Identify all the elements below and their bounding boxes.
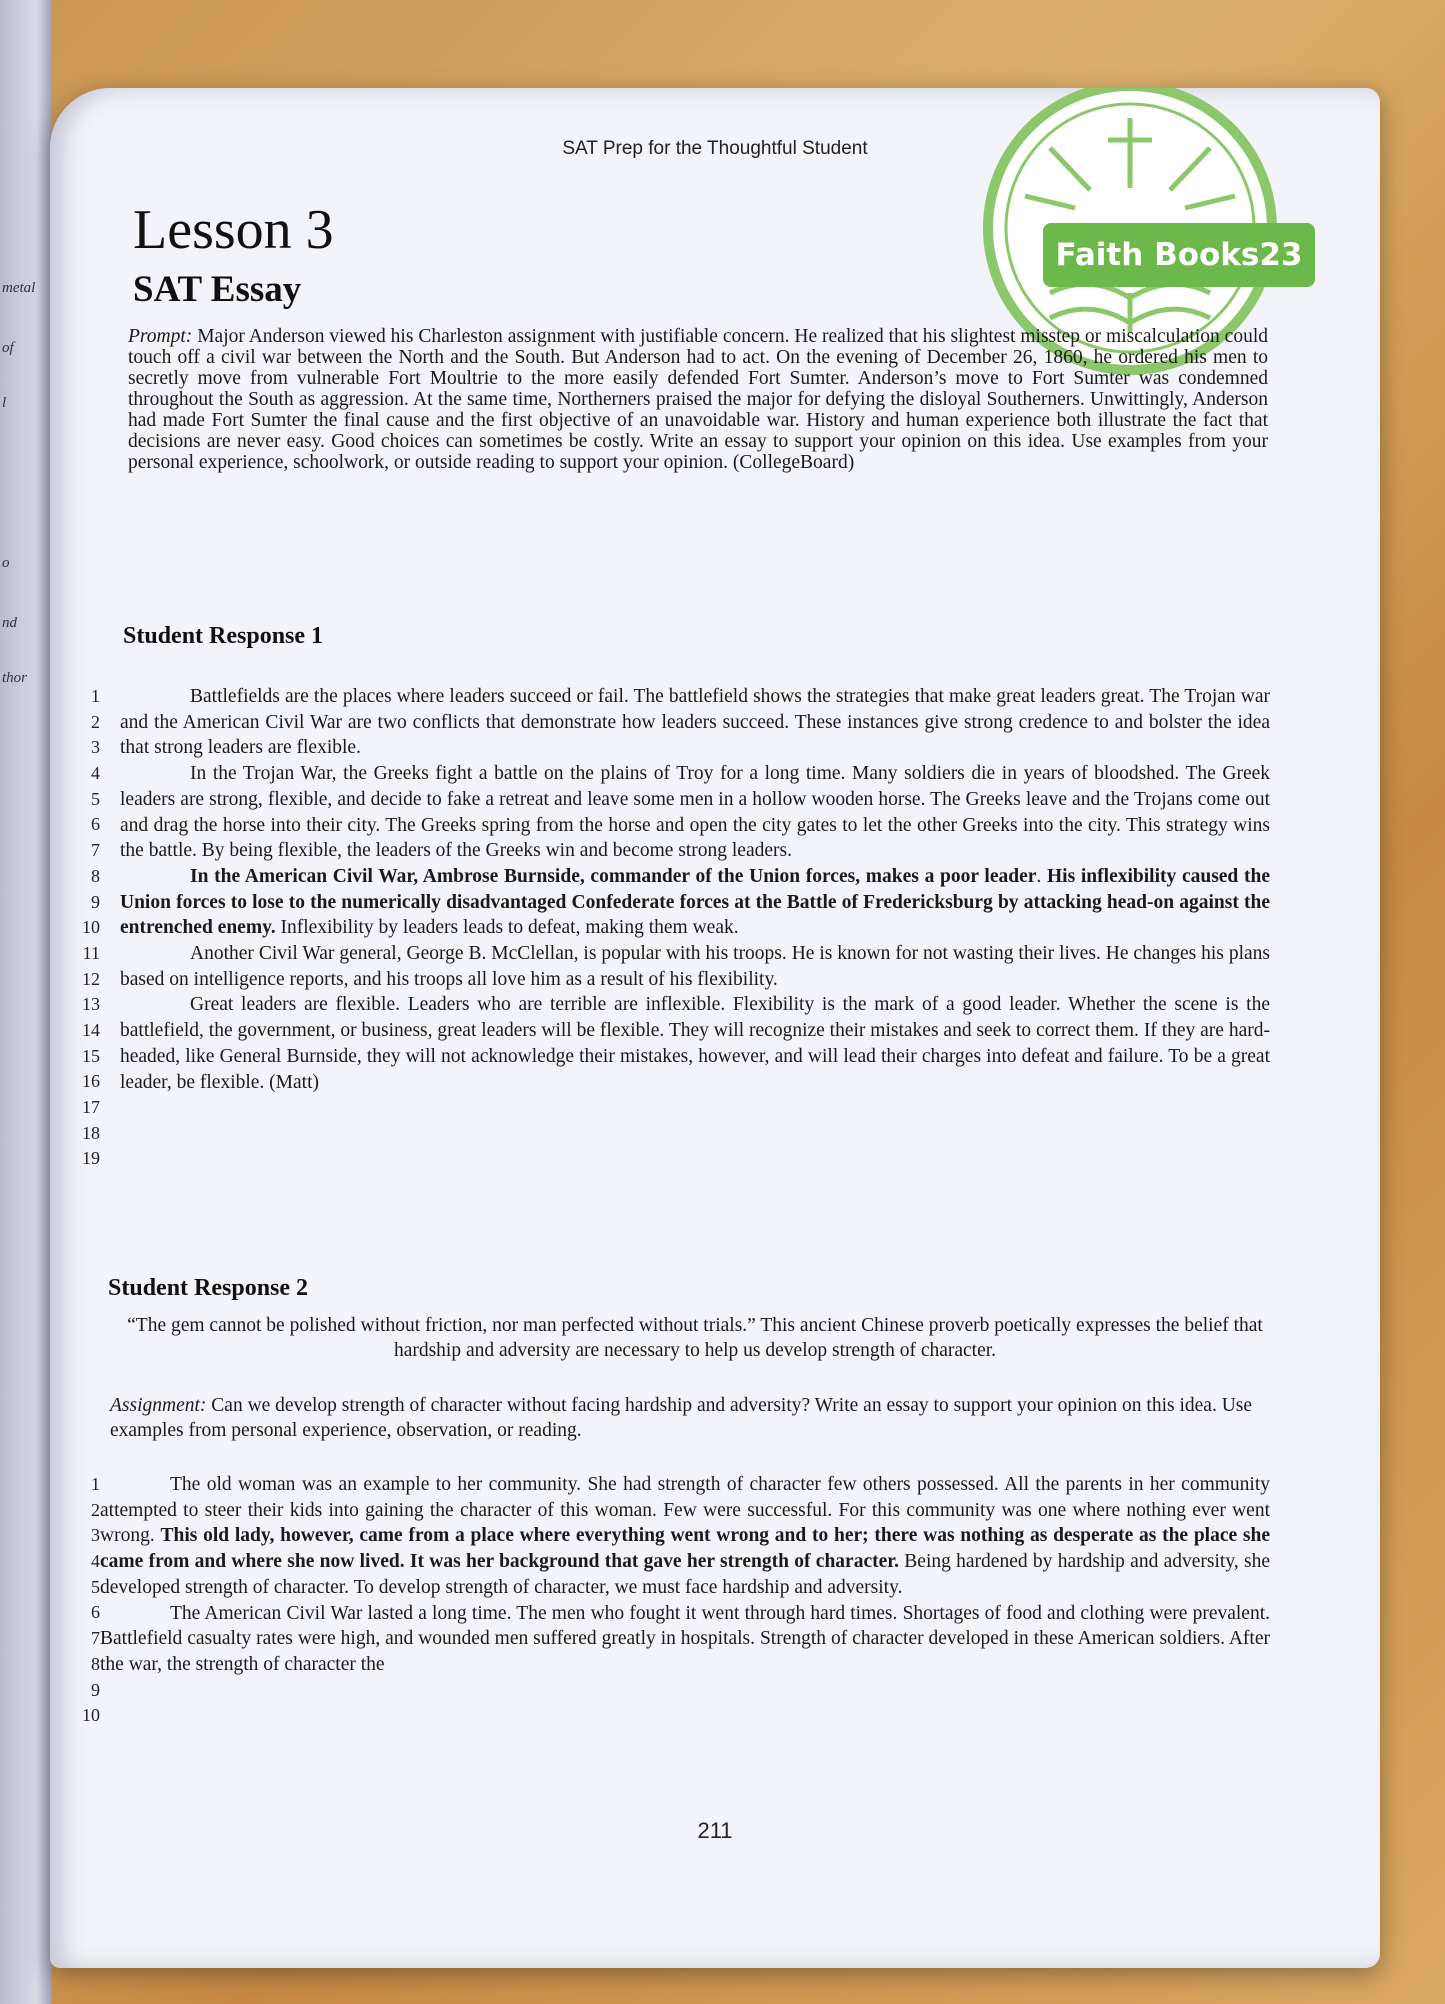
proverb-quote: “The gem cannot be polished without friction, nor man perfected without trials.” This ancient Chinese proverb poetically expresses the belief that hardship and adversity are necessary to help us develop strength of character. [127, 1315, 1263, 1361]
line-number: 15 [82, 1045, 100, 1066]
line-number: 2 [91, 1499, 100, 1520]
response1-paragraph: Battlefields are the places where leaders succeed or fail. The battlefield shows the strategies that make great leaders great. The Trojan war and the American Civil War are two conflicts that demonstrate how leaders succeed. These instances give strong credence to and bolster the idea that strong leaders are flexible. [120, 686, 1270, 759]
line-number: 13 [82, 994, 100, 1015]
line-number: 3 [91, 1525, 100, 1546]
line-number: 11 [82, 942, 100, 963]
previous-page-edge: metal of l o nd thor [0, 0, 52, 2004]
line-number: 6 [91, 814, 100, 835]
response2-paragraph: The American Civil War lasted a long time. The men who fought it went through hard times. Shortages of food and clothing were prevalent. Battlefield casualty rates were high, and wounded men suffered greatly in hospitals. Strength of character developed in these American soldiers. After the war, the strength of character the [100, 1602, 1270, 1675]
line-number: 5 [91, 788, 100, 809]
line-number: 8 [91, 1653, 100, 1674]
line-number: 12 [82, 968, 100, 989]
response2-paragraph [100, 1472, 1270, 1601]
lesson-subtitle: SAT Essay [133, 269, 302, 310]
line-number: 10 [82, 1705, 100, 1726]
line-number: 4 [91, 1551, 100, 1572]
bold-text: His inflexibility caused the Union forces to lose to the numerically disadvantaged Confederate forces at the Battle of Fredericksburg by attacking head-on against the entrenched enemy. [120, 865, 1270, 939]
line-number: 7 [91, 840, 100, 861]
response2-line-numbers [72, 1472, 100, 1729]
response1-paragraph [120, 864, 1270, 941]
watermark-label: Faith Books23 [1043, 223, 1315, 287]
line-number: 18 [82, 1122, 100, 1143]
prompt-label: Prompt: [128, 326, 193, 347]
essay-prompt [128, 326, 1268, 473]
line-number: 8 [91, 865, 100, 886]
text: The old woman was an example to her community. She had strength of character few others possessed. All the parents in her community attempted to steer their kids into gaining the character of this woman. Few were successful. For this community was one where nothing ever went wrong. [100, 1474, 1270, 1547]
response1-paragraph: In the Trojan War, the Greeks fight a battle on the plains of Troy for a long time. Many soldiers die in years of bloodshed. The Greek leaders are strong, flexible, and decide to fake a retreat and leave some men in a hollow wooden horse. The Greeks leave and the Trojans come out and drag the horse into their city. The Greeks spring from the horse and open the city gates to let the other Greeks into the city. This strategy wins the battle. By being flexible, the leaders of the Greeks win and become strong leaders. [120, 763, 1270, 862]
bold-text: This old lady, however, came from a place where everything went wrong and to her; there was nothing as desperate as the place she came from and where she now lived. It was her background that gave her strength of character. [100, 1525, 1270, 1573]
response2-body [100, 1472, 1270, 1678]
book-page [50, 88, 1380, 1968]
line-number: 1 [91, 1474, 100, 1494]
assignment-label: Assignment: [110, 1395, 207, 1416]
line-number: 4 [91, 763, 100, 784]
line-number: 14 [82, 1019, 100, 1040]
line-number: 9 [91, 891, 100, 912]
response1-line-numbers [72, 684, 100, 1172]
line-number: 7 [91, 1628, 100, 1649]
text: . [1036, 865, 1047, 887]
line-number: 1 [91, 686, 100, 706]
lesson-title: Lesson 3 [133, 199, 334, 261]
line-number: 2 [91, 711, 100, 732]
assignment-text [110, 1393, 1270, 1443]
line-number: 19 [82, 1148, 100, 1169]
line-number: 6 [91, 1602, 100, 1623]
line-number: 17 [82, 1097, 100, 1117]
line-number: 3 [91, 737, 100, 758]
response1-paragraph: Great leaders are flexible. Leaders who are terrible are inflexible. Flexibility is the mark of a good leader. Whether the scene is the battlefield, the government, or business, great leaders will be flexible. They will recognize their mistakes and seek to correct them. If they are hard-headed, like General Burnside, they will not acknowledge their mistakes, however, and will lead their charges into defeat and failure. To be a great leader, be flexible. (Matt) [120, 994, 1270, 1093]
line-number: 10 [82, 917, 100, 938]
response1-heading: Student Response 1 [123, 623, 324, 649]
prompt-text: Major Anderson viewed his Charleston assignment with justifiable concern. He realized that his slightest misstep or miscalculation could touch off a civil war between the North and the South. But Anderson had to act. On the evening of December 26, 1860, he ordered his men to secretly move from vulnerable Fort Moultrie to the more easily defended Fort Sumter. Anderson’s move to Fort Sumter was condemned throughout the South as aggression. At the same time, Northerners praised the major for defying the disloyal Southerners. Unwittingly, Anderson had made Fort Sumter the final cause and the first objective of an unavoidable war. History and human experience both illustrate the fact that decisions are never easy. Good choices can sometimes be costly. Write an essay to support your opinion on this idea. Use examples from your personal experience, schoolwork, or outside reading to support your opinion. (CollegeBoard) [128, 326, 1268, 473]
text: Being hardened by hardship and adversity, she developed strength of character. To develop strength of character, we must face hardship and adversity. [100, 1551, 1270, 1598]
line-number: 9 [91, 1679, 100, 1700]
response2-heading: Student Response 2 [108, 1275, 309, 1301]
bold-text: In the American Civil War, Ambrose Burnside, commander of the Union forces, makes a poor leader [190, 865, 1037, 887]
response1-body [120, 684, 1270, 1095]
line-number: 5 [91, 1576, 100, 1597]
assignment-body: Can we develop strength of character without facing hardship and adversity? Write an essay to support your opinion on this idea. Use examples from personal experience, observation, or reading. [110, 1395, 1253, 1441]
line-number: 16 [82, 1071, 100, 1092]
page-number: 211 [697, 1818, 733, 1843]
running-head: SAT Prep for the Thoughtful Student [562, 138, 868, 159]
text: Inflexibility by leaders leads to defeat, making them weak. [275, 917, 739, 939]
response1-paragraph: Another Civil War general, George B. McClellan, is popular with his troops. He is known for not wasting their lives. He changes his plans based on intelligence reports, and his troops all love him as a result of his flexibility. [120, 943, 1270, 990]
